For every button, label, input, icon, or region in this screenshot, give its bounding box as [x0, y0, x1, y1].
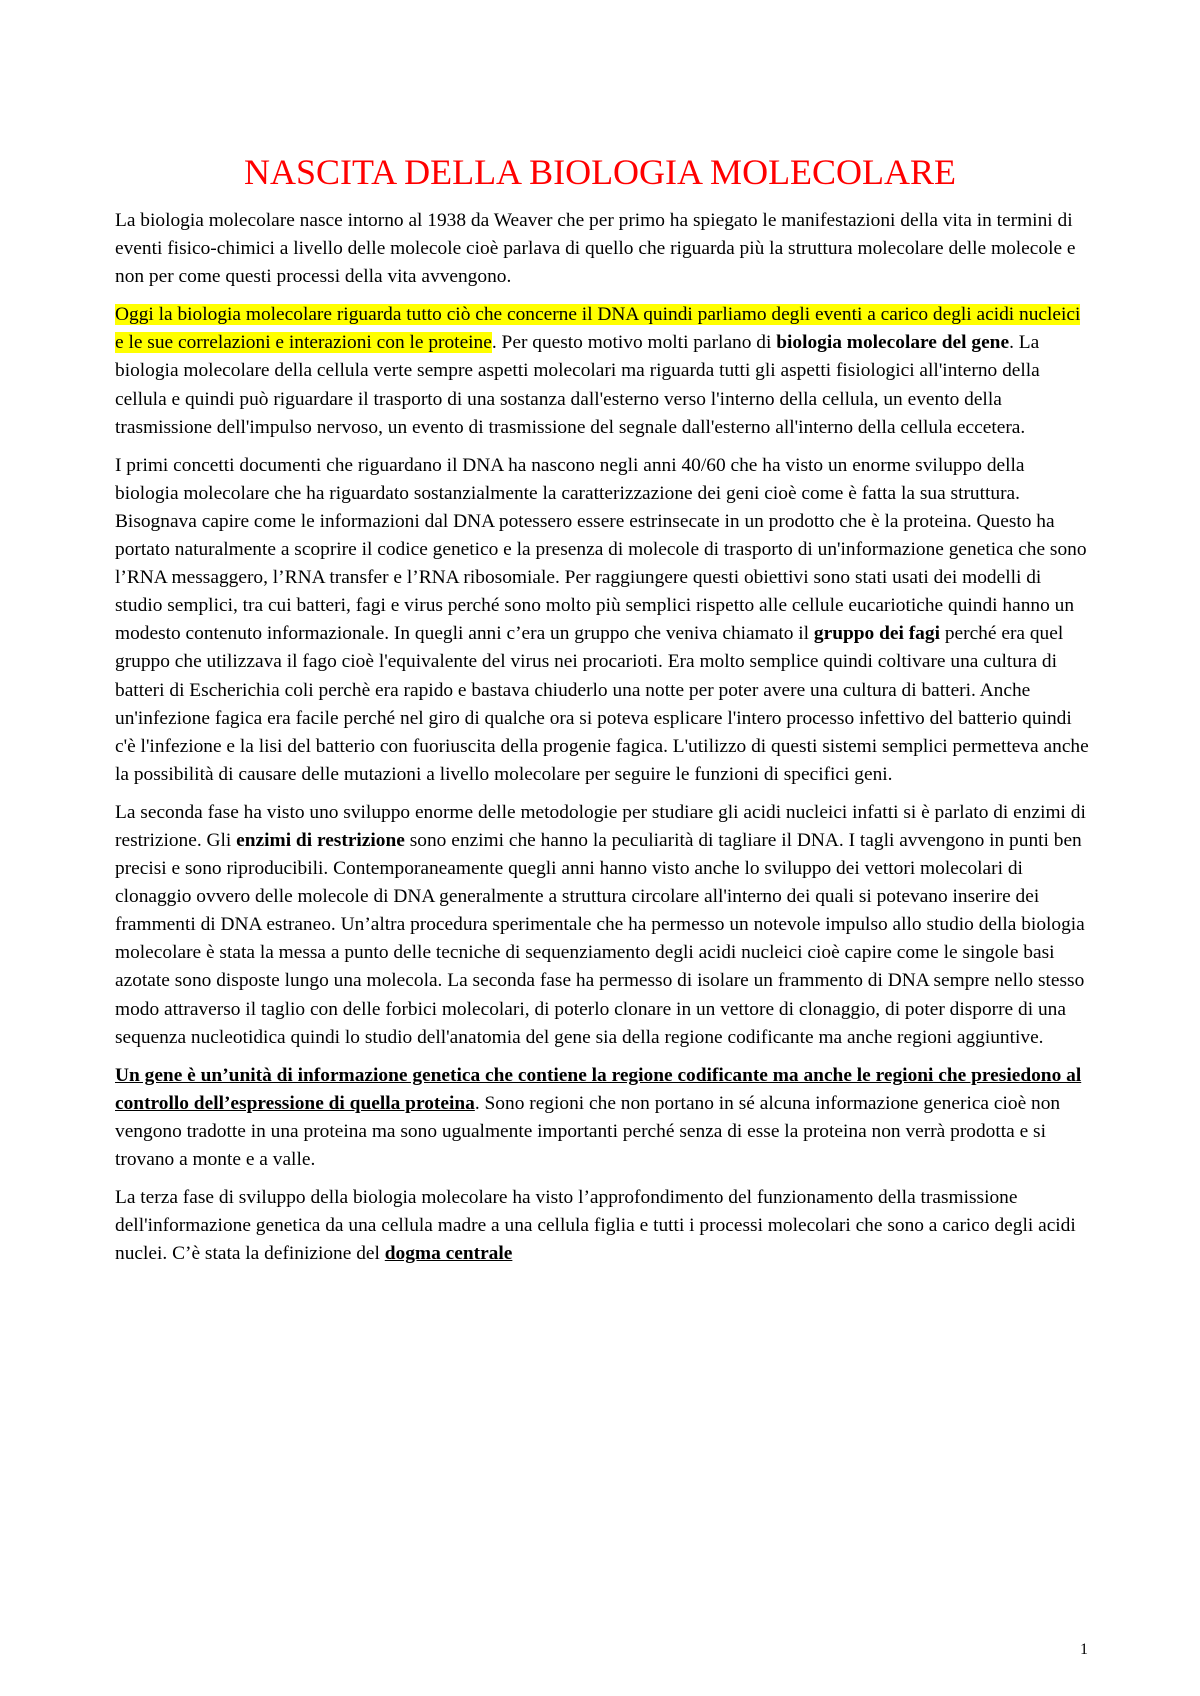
paragraph-intro: La biologia molecolare nasce intorno al 1938 da Weaver che per primo ha spiegato le manifestazioni della vita in termini di eventi fisico-chimici a livello delle molecole cioè parlava di quello che riguarda più la struttura molecolare delle molecole e non per come questi processi della vita avvengono. [115, 210, 1076, 288]
paragraph-first-phase [115, 452, 1090, 789]
paragraph-third-phase [115, 1184, 1090, 1268]
paragraph-text: La seconda fase ha visto uno sviluppo enorme delle metodologie per studiare gli acidi nucleici infatti si è parlato di enzimi di restrizione. Gli [115, 801, 1086, 851]
paragraph-text: . Per questo motivo molti parlano di [491, 332, 777, 354]
paragraph-text: I primi concetti documenti che riguardano il DNA ha nascono negli anni 40/60 che ha visto un enorme sviluppo della biologia molecolare che ha riguardato sostanzialmente la caratterizzazione dei geni cioè come è fatta la sua struttura. Bisognava capire come le informazioni dal DNA potessero essere estrinsecate in un prodotto che è la proteina. Questo ha portato naturalmente a scoprire il codice genetico e la presenza di molecole di trasporto di un'informazione genetica che sono l’RNA messaggero, l’RNA transfer e l’RNA ribosomiale. Per raggiungere questi obiettivi sono stati usati dei modelli di studio semplici, tra cui batteri, fagi e virus perché sono molto più semplici rispetto alle cellule eucariotiche quindi hanno un modesto contenuto informazionale. In quegli anni c’era un gruppo che veniva chiamato il [115, 454, 1087, 645]
bold-underlined-term: dogma centrale [384, 1243, 513, 1265]
highlighted-sentence: Oggi la biologia molecolare riguarda tutto ciò che concerne il DNA quindi parliamo degli eventi a carico degli acidi nucleici e le sue correlazioni e interazioni con le proteine [115, 304, 1081, 354]
paragraph-dna-today [115, 301, 1090, 441]
paragraph-text: perché era quel gruppo che utilizzava il fago cioè l'equivalente del virus nei procarioti. Era molto semplice quindi coltivare una cultura di batteri di Escherichia coli perchè era rapido e bastava chiuderlo una notte per poter avere una cultura di batteri. Anche un'infezione fagica era facile perché nel giro di qualche ora si poteva esplicare l'intero processo infettivo del batterio quindi c'è l'infezione e la lisi del batterio con fuoriuscita della progenie fagica. L'utilizzo di questi sistemi semplici permetteva anche la possibilità di causare delle mutazioni a livello molecolare per seguire le funzioni di specifici geni. [115, 623, 1089, 785]
page-number: 1 [1080, 1641, 1088, 1658]
paragraph-text: La terza fase di sviluppo della biologia molecolare ha visto l’approfondimento del funzionamento della trasmissione dell'informazione genetica da una cellula madre a una cellula figlia e tutti i processi molecolari che sono a carico degli acidi nuclei. C’è stata la definizione del [115, 1187, 1076, 1265]
paragraph-text: . Sono regioni che non portano in sé alcuna informazione generica cioè non vengono tradotte in una proteina ma sono ugualmente importanti perché senza di esse la proteina non verrà prodotta e si trovano a monte e a valle. [115, 1092, 1061, 1170]
gene-definition: Un gene è un’unità di informazione genetica che contiene la regione codificante ma anche le regioni che presiedono al controllo dell’espressione di quella proteina [115, 1064, 1082, 1114]
paragraph-text: . La biologia molecolare della cellula verte sempre aspetti molecolari ma riguarda tutti gli aspetti fisiologici all'interno della cellula e quindi può riguardare il trasporto di una sostanza dall'esterno verso l'interno della cellula, un evento della trasmissione dell'impulso nervoso, un evento di trasmissione del segnale dall'esterno all'interno della cellula eccetera. [115, 332, 1040, 438]
bold-term: gruppo dei fagi [813, 623, 940, 645]
bold-term: enzimi di restrizione [236, 829, 405, 851]
paragraph-text: sono enzimi che hanno la peculiarità di tagliare il DNA. I tagli avvengono in punti ben precisi e sono riproducibili. Contemporaneamente quegli anni hanno visto anche lo sviluppo dei vettori molecolari di clonaggio ovvero delle molecole di DNA generalmente a struttura circolare all'interno dei quali si potevano inserire dei frammenti di DNA estraneo. Un’altra procedura sperimentale che ha permesso un notevole impulso allo studio della biologia molecolare è stata la messa a punto delle tecniche di sequenziamento degli acidi nucleici cioè capire come le singole basi azotate sono disposte lungo una molecola. La seconda fase ha permesso di isolare un frammento di DNA sempre nello stesso modo attraverso il taglio con delle forbici molecolari, di poterlo clonare in un vettore di clonaggio, di poter disporre di una sequenza nucleotidica quindi lo studio dell'anatomia del gene sia della regione codificante ma anche regioni aggiuntive. [115, 829, 1085, 1048]
bold-term: biologia molecolare del gene [776, 332, 1010, 354]
paragraph-second-phase [115, 799, 1090, 1052]
document-body [115, 207, 1090, 1278]
paragraph-gene-definition [115, 1062, 1090, 1174]
page-title: NASCITA DELLA BIOLOGIA MOLECOLARE [243, 152, 957, 192]
